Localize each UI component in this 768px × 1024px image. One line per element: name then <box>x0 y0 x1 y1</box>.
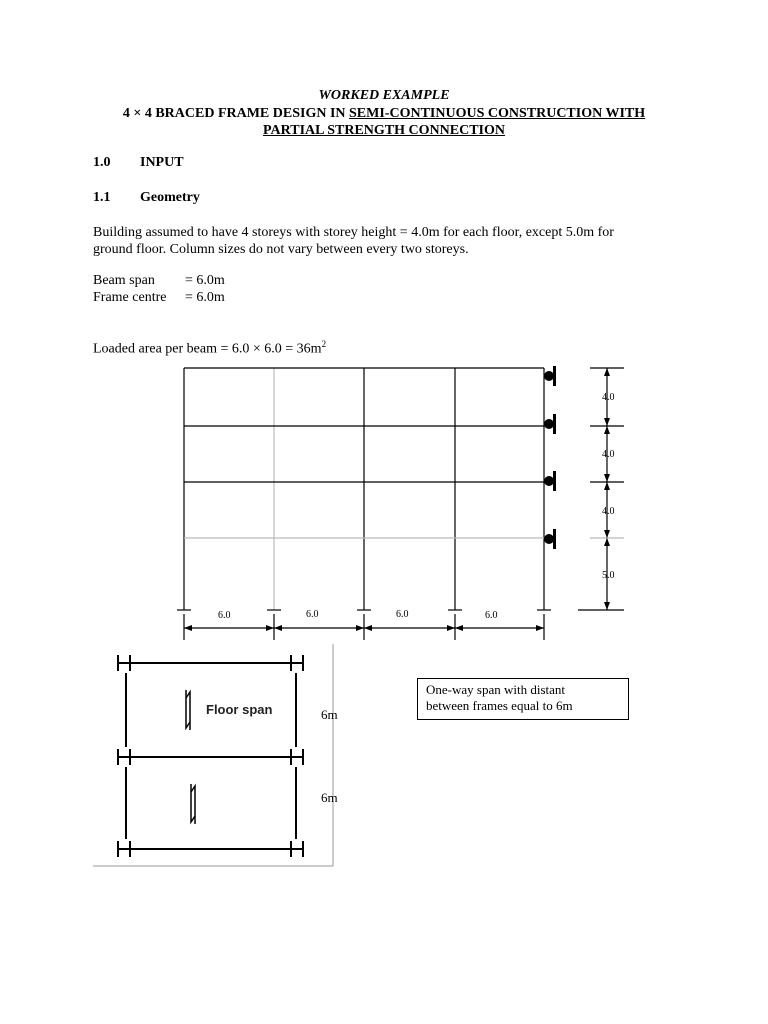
arrowhead <box>604 482 610 490</box>
section-title: INPUT <box>140 155 184 170</box>
bay-label-1: 6.0 <box>218 610 231 621</box>
arrowhead <box>604 602 610 610</box>
beam-span-label: Beam span <box>93 273 155 288</box>
storey-label-2: 4.0 <box>602 449 615 460</box>
plan-dim-label-1: 6m <box>321 707 338 722</box>
paragraph-line-2: ground floor. Column sizes do not vary between every two storeys. <box>93 242 469 257</box>
connection-node-icon <box>544 371 554 381</box>
loaded-area-sup: 2 <box>321 339 327 349</box>
bay-label-2: 6.0 <box>306 609 319 620</box>
storey-label-3: 4.0 <box>602 506 615 517</box>
arrowhead <box>184 625 192 631</box>
connection-plate <box>553 366 556 386</box>
arrowhead <box>536 625 544 631</box>
arrowhead <box>455 625 463 631</box>
arrowhead <box>356 625 364 631</box>
subsection-number: 1.1 <box>93 190 111 205</box>
floor-span-label: Floor span <box>206 702 273 717</box>
section-number: 1.0 <box>93 155 111 170</box>
arrowhead <box>604 418 610 426</box>
arrowhead <box>266 625 274 631</box>
connection-node-icon <box>544 476 554 486</box>
arrowhead <box>604 474 610 482</box>
arrowhead <box>604 530 610 538</box>
callout-line-1: One-way span with distant <box>426 682 566 697</box>
beam-span-value: = 6.0m <box>185 273 225 288</box>
subtitle-prefix: 4 × 4 BRACED FRAME DESIGN IN <box>122 106 350 121</box>
bay-label-3: 6.0 <box>396 609 409 620</box>
callout-line-2: between frames equal to 6m <box>426 698 573 713</box>
frame-centre-label: Frame centre <box>93 290 167 305</box>
subtitle-underlined-2: PARTIAL STRENGTH CONNECTION <box>263 123 505 138</box>
connection-plate <box>553 529 556 549</box>
storey-label-4: 5.0 <box>602 570 615 581</box>
arrowhead <box>604 368 610 376</box>
loaded-area-text: Loaded area per beam = 6.0 × 6.0 = 36m <box>93 341 322 357</box>
frame-centre-value: = 6.0m <box>185 290 225 305</box>
connection-plate <box>553 414 556 434</box>
arrowhead <box>447 625 455 631</box>
connection-plate <box>553 471 556 491</box>
plan-dim-label-2: 6m <box>321 790 338 805</box>
connection-node-icon <box>544 534 554 544</box>
arrowhead <box>364 625 372 631</box>
connection-node-icon <box>544 419 554 429</box>
storey-label-1: 4.0 <box>602 392 615 403</box>
arrowhead <box>604 538 610 546</box>
paragraph-line-1: Building assumed to have 4 storeys with storey height = 4.0m for each floor, except 5.0m for <box>93 225 614 240</box>
document-title: WORKED EXAMPLE <box>318 88 450 103</box>
arrowhead <box>604 426 610 434</box>
floor-plan-diagram <box>93 644 338 866</box>
bay-label-4: 6.0 <box>485 610 498 621</box>
arrowhead <box>274 625 282 631</box>
subsection-title: Geometry <box>140 190 200 205</box>
span-callout-box <box>417 678 629 720</box>
subtitle-underlined-1: SEMI-CONTINUOUS CONSTRUCTION WITH <box>349 106 646 121</box>
